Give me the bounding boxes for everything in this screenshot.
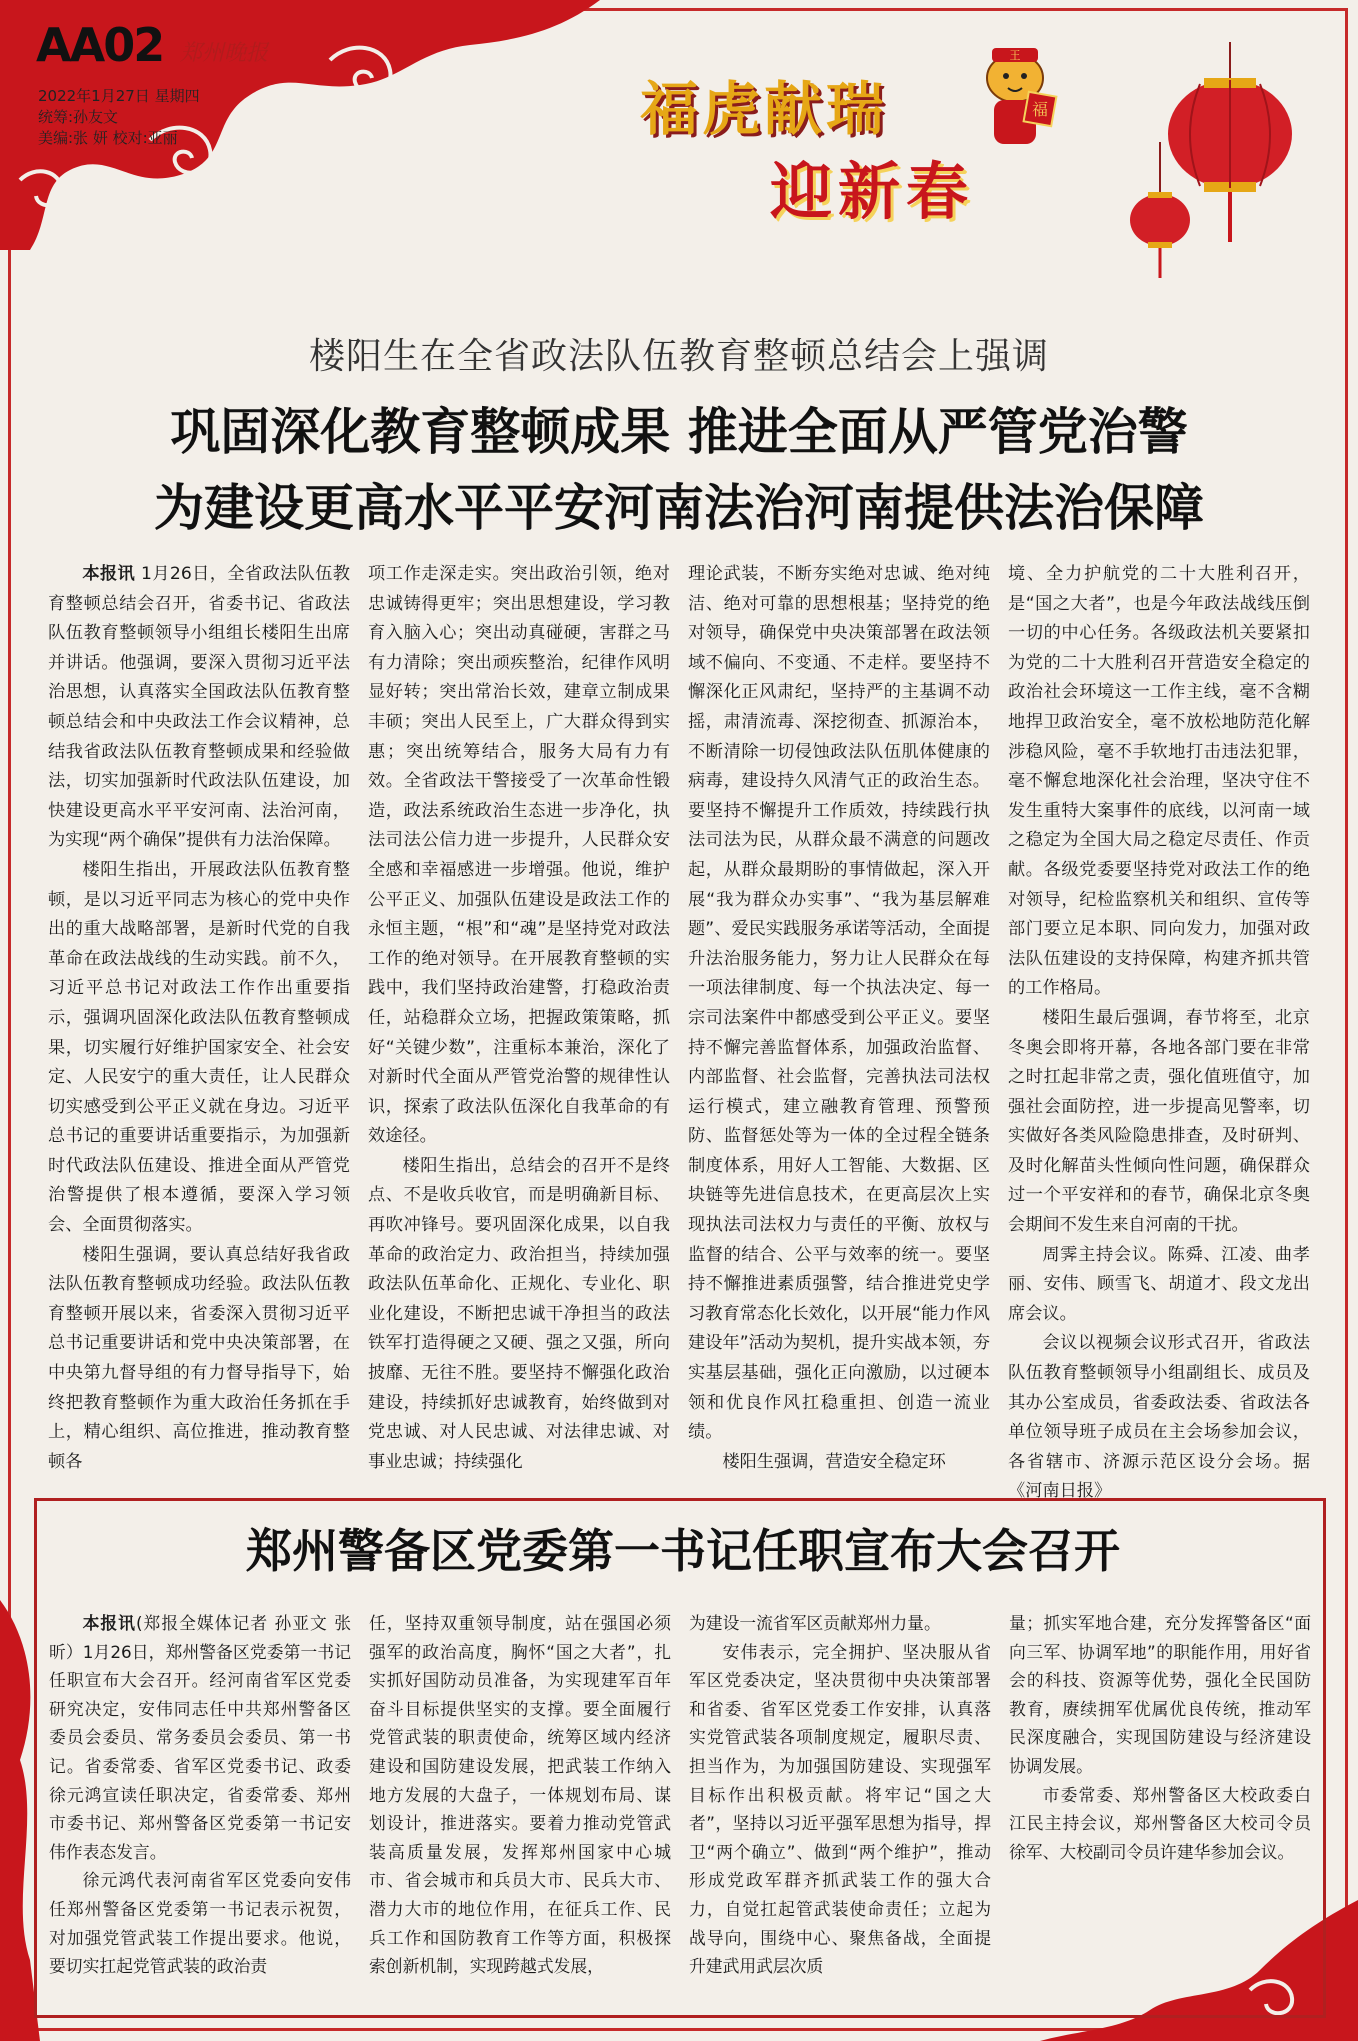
paragraph: 楼阳生指出，开展政法队伍教育整顿，是以习近平同志为核心的党中央作出的重大战略部署，是新时代党的自我革命在政法战线的生动实践。前不久，习近平总书记对政法工作作出重要指示，强调巩固深化政法队伍教育整顿成果，切实履行好维护国家安全、社会安定、人民安宁的重大责任，让人民群众切实感受到公平正义就在身边。习近平总书记的重要讲话重要指示，为加强新时代政法队伍建设、推进全面从严管党治警提供了根本遵循，要深入学习领会、全面贯彻落实。 xyxy=(48,859,350,1236)
lantern-icon xyxy=(1120,42,1330,282)
article-2-column-1 xyxy=(49,1609,351,2005)
paragraph: 安伟表示，完全拥护、坚决服从省军区党委决定，坚决贯彻中央决策部署和省委、省军区党委工作安排，认真落实党管武装各项制度规定，履职尽责、担当作为，为加强国防建设、实现强军目标作出积极贡献。将牢记“国之大者”，坚持以习近平强军思想为指导，捍卫“两个确立”、做到“两个维护”，推动形成党政军群齐抓武装工作的强大合力，自觉扛起管武装使命责任；立起为战导向，围绕中心、聚焦备战，全面提升建武用武层次质 xyxy=(689,1641,991,1977)
issue-editors: 美编:张 妍 校对:亚丽 xyxy=(38,129,178,147)
paragraph: 理论武装，不断夯实绝对忠诚、绝对纯洁、绝对可靠的思想根基；坚持党的绝对领导，确保党中央决策部署在政法领域不偏向、不变通、不走样。要坚持不懈深化正风肃纪，坚持严的主基调不动摇，肃清流毒、深挖彻查、抓源治本，不断清除一切侵蚀政法队伍肌体健康的病毒，建设持久风清气正的政治生态。要坚持不懈提升工作质效，持续践行执法司法为民，从群众最不满意的问题改起，从群众最期盼的事情做起，深入开展“我为群众办实事”、“我为基层解难题”、爱民实践服务承诺等活动，全面提升法治服务能力，努力让人民群众在每一项法律制度、每一个执法决定、每一宗司法案件中都感受到公平正义。要坚持不懈完善监督体系，加强政治监督、内部监督、社会监督，完善执法司法权运行模式，建立融教育管理、预警预防、监督惩处等为一体的全过程全链条制度体系，用好人工智能、大数据、区块链等先进信息技术，在更高层次上实现执法司法权力与责任的平衡、放权与监督的结合、公平与效率的统一。要坚持不懈推进素质强警，结合推进党史学习教育常态化长效化，以开展“能力作风建设年”活动为契机，提升实战本领，夯实基层基础，强化正向激励，以过硬本领和优良作风扛稳重担、创造一流业绩。 xyxy=(688,564,990,1443)
paragraph: 楼阳生强调，营造安全稳定环 xyxy=(722,1451,946,1472)
article-1-body xyxy=(48,560,1310,1502)
festive-banner xyxy=(640,42,1330,262)
article-1-column-2 xyxy=(368,560,670,1472)
article-1-column-1 xyxy=(48,560,350,1472)
paragraph: 境、全力护航党的二十大胜利召开，是“国之大者”，也是今年政法战线压倒一切的中心任务。各级政法机关要紧扣为党的二十大胜利召开营造安全稳定的政治社会环境这一工作主线，毫不含糊地捍卫政治安全，毫不放松地防范化解涉稳风险，毫不手软地打击违法犯罪，毫不懈怠地深化社会治理，坚决守住不发生重特大案事件的底线，以河南一域之稳定为全国大局之稳定尽责任、作贡献。各级党委要坚持党对政法工作的绝对领导，纪检监察机关和组织、宣传等部门要立足本职、同向发力，加强对政法队伍建设的支持保障，构建齐抓共管的工作格局。 xyxy=(1008,564,1310,999)
paragraph: 市委常委、郑州警备区大校政委白江民主持会议，郑州警备区大校司令员徐军、大校副司令员许建华参加会议。 xyxy=(1009,1784,1311,1862)
article-2-body xyxy=(49,1609,1311,2005)
article-subtitle: 楼阳生在全省政法队伍教育整顿总结会上强调 xyxy=(308,336,1049,377)
paragraph: 楼阳生强调，要认真总结好我省政法队伍教育整顿成功经验。政法队伍教育整顿开展以来，省委深入贯彻习近平总书记重要讲话和党中央决策部署，在中央第九督导组的有力督导指导下，始终把教育整顿作为重大政治任务抓在手上，精心组织、高位推进，推动教育整顿各 xyxy=(48,1244,350,1472)
paragraph: 楼阳生最后强调，春节将至，北京冬奥会即将开幕，各地各部门要在非常之时扛起非常之责，强化值班值守，加强社会面防控，进一步提高见警率，切实做好各类风险隐患排查，及时研判、及时化解苗头性倾向性问题，确保群众过一个平安祥和的春节，确保北京冬奥会期间不发生来自河南的干扰。 xyxy=(1008,1007,1310,1236)
article-headline-1: 巩固深化教育整顿成果 推进全面从严管党治警 xyxy=(170,402,1188,461)
article-2-box xyxy=(34,1498,1326,2018)
paragraph: 楼阳生指出，总结会的召开不是终点、不是收兵收官，而是明确新目标、再吹冲锋号。要巩固深化成果，以自我革命的政治定力、政治担当，持续加强政法队伍革命化、正规化、专业化、职业化建设，不断把忠诚干净担当的政法铁军打造得硬之又硬、强之又强，所向披靡、无往不胜。要坚持不懈强化政治建设，持续抓好忠诚教育，始终做到对党忠诚、对人民忠诚、对法律忠诚、对事业忠诚；持续强化 xyxy=(368,1155,670,1472)
tiger-mascot-icon xyxy=(970,42,1060,152)
page-number: AA02 xyxy=(36,18,164,72)
festive-line-1: 福虎献瑞 xyxy=(640,75,889,143)
article-2-headline: 郑州警备区党委第一书记任职宣布大会召开 xyxy=(246,1524,1120,1578)
paragraph: 会议以视频会议形式召开，省政法队伍教育整顿领导小组副组长、成员及其办公室成员，省委政法委、省政法各单位领导班子成员在主会场参加会议，各省辖市、济源示范区设分会场。据《河南日报》 xyxy=(1008,1333,1310,1502)
paragraph: 周霁主持会议。陈舜、江凌、曲孝丽、安伟、顾雪飞、胡道才、段文龙出席会议。 xyxy=(1008,1244,1310,1324)
byline-label: 本报讯 xyxy=(82,564,136,584)
paragraph-text: (郑报全媒体记者 孙亚文 张昕）1月26日，郑州警备区党委第一书记任职宣布大会召开。经河南省军区党委研究决定，安伟同志任中共郑州警备区委员会委员、常务委员会委员、第一书记。省委常委、省军区党委书记、政委徐元鸿宣读任职决定，省委常委、郑州市委书记、郑州警备区党委第一书记安伟作表态发言。 xyxy=(49,1613,351,1862)
paragraph-text: 1月26日，全省政法队伍教育整顿总结会召开，省委书记、省政法队伍教育整顿领导小组组长楼阳生出席并讲话。他强调，要深入贯彻习近平法治思想，认真落实全国政法队伍教育整顿总结会和中央政法工作会议精神，总结我省政法队伍教育整顿成果和经验做法，切实加强新时代政法队伍建设，加快建设更高水平平安河南、法治河南，为实现“两个确保”提供有力法治保障。 xyxy=(48,564,350,851)
article-2-column-2 xyxy=(369,1609,671,2005)
article-2-column-3 xyxy=(689,1609,991,2005)
paragraph: 徐元鸿代表河南省军区党委向安伟任郑州警备区党委第一书记表示祝贺，对加强党管武装工作提出要求。他说，要切实扛起党管武装的政治责 xyxy=(49,1870,351,1977)
paragraph: 任，坚持双重领导制度，站在强国必须强军的政治高度，胸怀“国之大者”，扎实抓好国防动员准备，为实现建军百年奋斗目标提供坚实的支撑。要全面履行党管武装的职责使命，统筹区域内经济建设和国防建设发展，把武装工作纳入地方发展的大盘子，一体规划布局、谋划设计，推进落实。要着力推动党管武装高质量发展，发挥郑州国家中心城市、省会城市和兵员大市、民兵大市、潜力大市的地位作用，在征兵工作、民兵工作和国防教育工作等方面，积极探索创新机制，实现跨越式发展， xyxy=(369,1613,671,1977)
paper-name: 郑州晚报 xyxy=(180,41,269,66)
tiger-hat-text: 王 xyxy=(1009,49,1021,62)
paragraph: 为建设一流省军区贡献郑州力量。 xyxy=(689,1613,941,1633)
festive-line-2: 迎新春 xyxy=(770,155,975,228)
tiger-badge-text: 福 xyxy=(1031,100,1049,119)
issue-meta xyxy=(38,86,200,149)
paragraph xyxy=(49,1609,351,1866)
paragraph: 量；抓实军地合建，充分发挥警备区“面向三军、协调军地”的职能作用，用好省会的科技、资源等优势，强化全民国防教育，赓续拥军优属优良传统，推动军民深度融合，实现国防建设与经济建设协调发展。 xyxy=(1009,1613,1311,1776)
byline-label: 本报讯 xyxy=(82,1613,136,1633)
article-1-column-3 xyxy=(688,560,990,1472)
article-2-column-4 xyxy=(1009,1609,1311,2005)
paragraph: 项工作走深走实。突出政治引领，绝对忠诚铸得更牢；突出思想建设，学习教育入脑入心；突出动真碰硬，害群之马有力清除；突出顽疾整治，纪律作风明显好转；突出常治长效，建章立制成果丰硕；突出人民至上，广大群众得到实惠；突出统筹结合，服务大局有力有效。全省政法干警接受了一次革命性锻造，政法系统政治生态进一步净化，执法司法公信力进一步提升，人民群众安全感和幸福感进一步增强。他说，维护公平正义、加强队伍建设是政法工作的永恒主题，“根”和“魂”是坚持党对政法工作的绝对领导。在开展教育整顿的实践中，我们坚持政治建警，打稳政治责任，站稳群众立场，把握政策策略，抓好“关键少数”，注重标本兼治，深化了对新时代全面从严管党治警的规律性认识，探索了政法队伍深化自我革命的有效途径。 xyxy=(368,564,670,1147)
article-1-column-4 xyxy=(1008,560,1310,1502)
paragraph xyxy=(48,560,350,856)
issue-planner: 统筹:孙友文 xyxy=(38,108,119,126)
issue-date: 2022年1月27日 星期四 xyxy=(38,87,200,105)
article-headline-2: 为建设更高水平平安河南法治河南提供法治保障 xyxy=(154,478,1204,537)
